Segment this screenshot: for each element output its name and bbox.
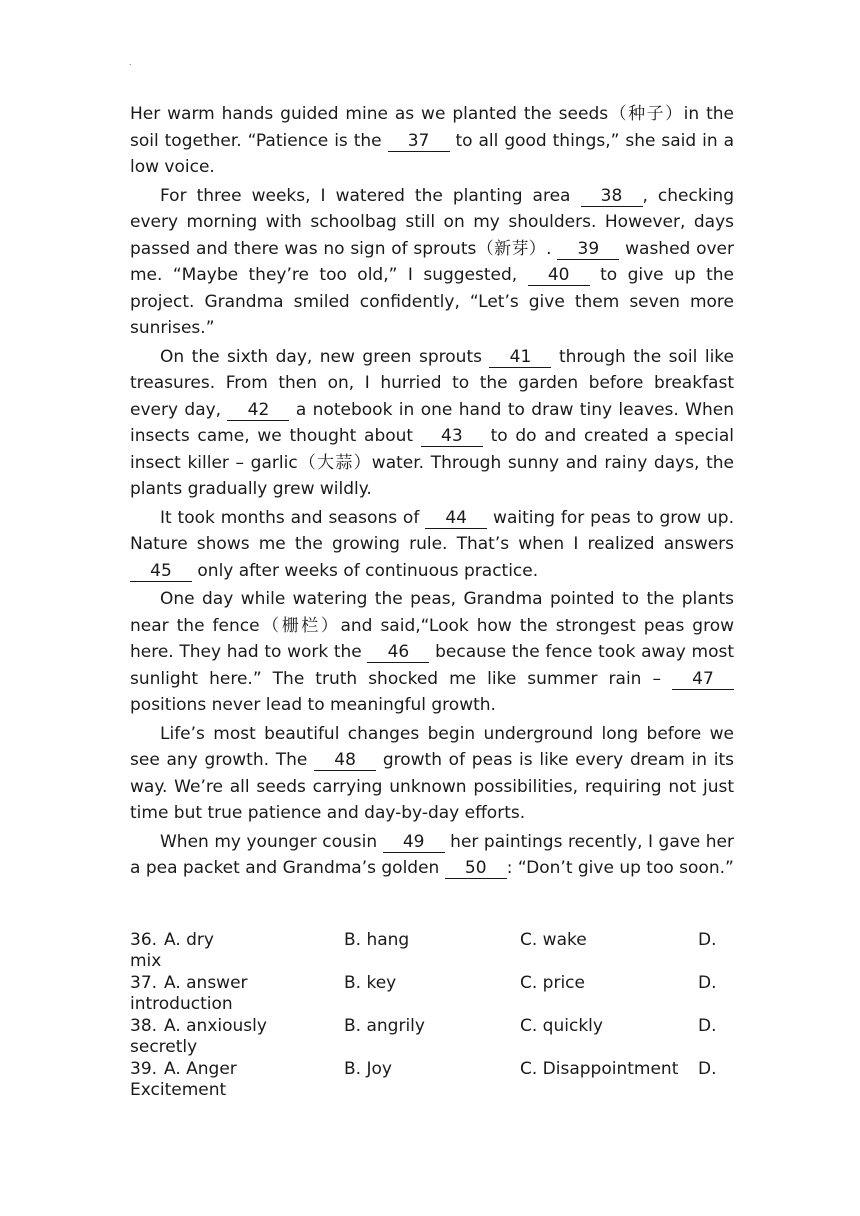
option-a: A. anxiously [164, 1016, 267, 1036]
passage-text: When my younger cousin [160, 831, 383, 852]
passage-text: washed over me. “Maybe they’re too old,” I suggested, [130, 238, 735, 285]
option-d-label: D. [698, 1016, 717, 1036]
passage-paragraph [130, 829, 734, 882]
question-number: 38. [130, 1016, 158, 1036]
blank-45: 45 [130, 561, 192, 582]
passage-text: only after weeks of continuous practice. [192, 560, 539, 581]
blank-46: 46 [367, 642, 429, 663]
blank-50: 50 [445, 858, 507, 879]
option-d-label: D. [698, 973, 717, 993]
option-d: Excitement [130, 1080, 227, 1100]
option-b: B. key [344, 973, 397, 993]
blank-38: 38 [581, 186, 643, 207]
blank-48: 48 [314, 750, 376, 771]
passage-text: For three weeks, I watered the planting area [160, 185, 581, 206]
option-b: B. Joy [344, 1059, 392, 1079]
passage-paragraph [130, 586, 734, 719]
option-c: C. quickly [520, 1016, 603, 1036]
blank-41: 41 [489, 347, 551, 368]
question-number: 37. [130, 973, 158, 993]
blank-40: 40 [528, 265, 590, 286]
passage-text: Life’s most beautiful changes begin underground long before we see any growth. The [130, 723, 734, 770]
passage-text: growth of peas is like every dream in its way. We’re all seeds carrying unknown possibilities, requiring not just time but true patience and day-by-day efforts. [130, 750, 734, 823]
passage-text: positions never lead to meaningful growth. [130, 695, 496, 715]
option-row [130, 973, 740, 1015]
passage-text: to do and created a special insect killer – garlic（大蒜）water. Through sunny and rainy days, the plants gradually grew wildly. [130, 426, 734, 499]
passage-text: : “Don’t give up too soon.” [506, 858, 734, 878]
blank-42: 42 [227, 400, 289, 421]
option-a: A. dry [164, 930, 214, 950]
passage-text: waiting for peas to grow up. Nature shows me the growing rule. That’s when I realized answers [130, 507, 734, 554]
passage-paragraph [130, 721, 734, 827]
passage-text: to all good things,” she said in a low voice. [130, 130, 734, 177]
blank-49: 49 [383, 832, 445, 853]
blank-44: 44 [425, 508, 487, 529]
passage-text: through the soil like treasures. From then on, I hurried to the garden before breakfast every day, [130, 346, 734, 420]
passage-paragraph [130, 505, 734, 585]
passage-paragraph [130, 344, 734, 503]
option-b: B. hang [344, 930, 410, 950]
cloze-passage [130, 101, 734, 882]
passage-text: to give up the project. Grandma smiled confidently, “Let’s give them seven more sunrises.” [130, 265, 734, 338]
passage-text: On the sixth day, new green sprouts [160, 346, 490, 367]
option-row [130, 930, 740, 972]
option-c: C. price [520, 973, 585, 993]
passage-paragraph [130, 101, 734, 181]
passage-paragraph [130, 183, 734, 342]
blank-39: 39 [557, 239, 619, 260]
option-d-label: D. [698, 1059, 717, 1079]
passage-text: It took months and seasons of [160, 507, 426, 528]
passage-text: her paintings recently, I gave her a pea packet and Grandma’s golden [130, 831, 734, 878]
option-row [130, 1059, 740, 1101]
passage-text: a notebook in one hand to draw tiny leaves. When insects came, we thought about [130, 399, 734, 446]
option-b: B. angrily [344, 1016, 425, 1036]
answer-options [130, 930, 740, 1102]
question-number: 39. [130, 1059, 158, 1079]
blank-43: 43 [421, 426, 483, 447]
header-mark: . [129, 58, 132, 67]
option-a: A. answer [164, 973, 248, 993]
passage-text: Her warm hands guided mine as we planted the seeds（种子）in the soil together. “Patience is the [130, 104, 734, 151]
option-row [130, 1016, 740, 1058]
blank-47: 47 [672, 669, 734, 690]
option-c: C. Disappointment [520, 1059, 679, 1079]
option-c: C. wake [520, 930, 587, 950]
option-d: mix [130, 951, 162, 971]
option-d-label: D. [698, 930, 717, 950]
passage-text: , checking every morning with schoolbag still on my shoulders. However, days passed and there was no sign of sprouts（新芽）. [130, 185, 734, 259]
passage-text: because the fence took away most sunlight here.” The truth shocked me like summer rain – [130, 642, 735, 689]
passage-text: One day while watering the peas, Grandma pointed to the plants near the fence（栅栏）and said,“Look how the strongest peas grow here. They had to work the [130, 589, 734, 662]
option-d: introduction [130, 994, 233, 1014]
option-d: secretly [130, 1037, 198, 1057]
option-a: A. Anger [164, 1059, 237, 1079]
blank-37: 37 [388, 131, 450, 152]
question-number: 36. [130, 930, 158, 950]
